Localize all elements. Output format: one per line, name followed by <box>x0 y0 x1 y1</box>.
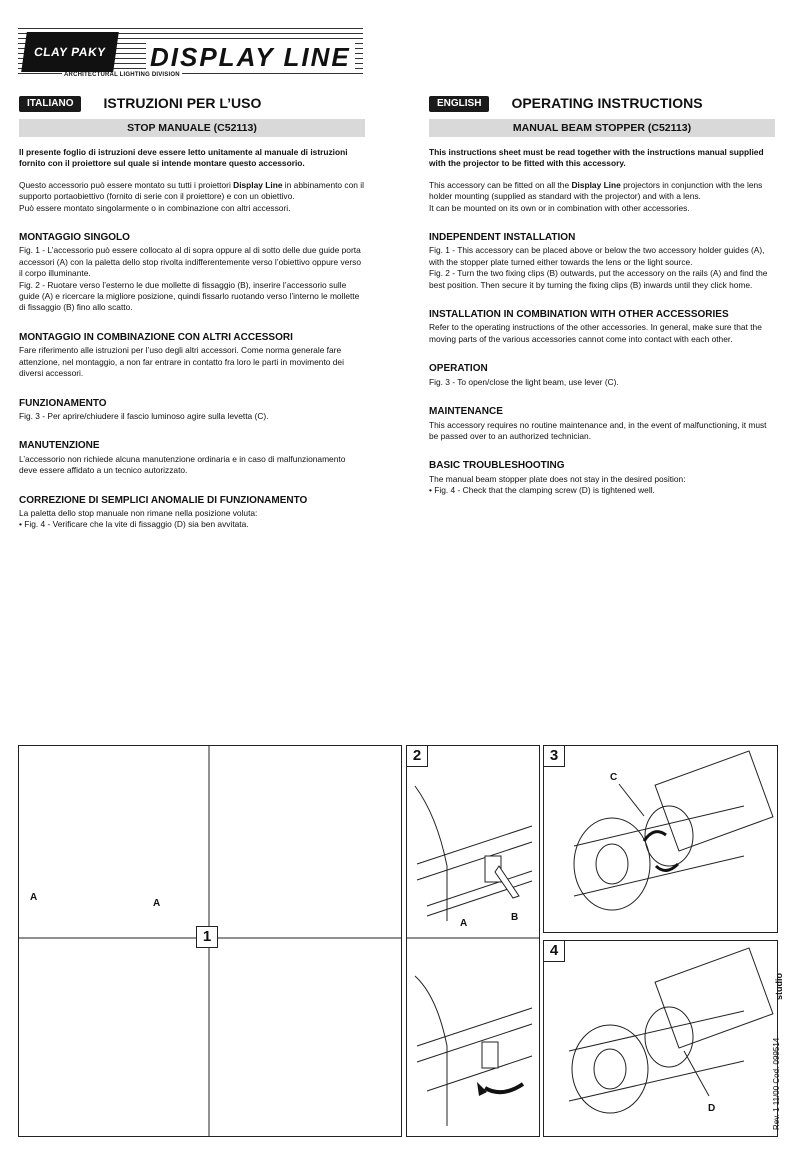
brand-logo <box>21 32 119 72</box>
text-span: It can be mounted on its own or in combination with other accessories. <box>429 202 690 213</box>
text-span: projectors in conjunction with the lens holder mounting (supplied as standard with the projector) and with a lens. <box>429 179 763 202</box>
figure-2-illustration <box>407 746 539 1136</box>
heading-montaggio-combinazione: MONTAGGIO IN COMBINAZIONE CON ALTRI ACCESSORI <box>19 331 293 343</box>
figure-number-1: 1 <box>196 926 218 948</box>
body-text: La paletta dello stop manuale non rimane nella posizione voluta: <box>19 507 258 518</box>
division-subtitle: ARCHITECTURAL LIGHTING DIVISION <box>64 72 180 78</box>
heading-manutenzione: MANUTENZIONE <box>19 440 100 452</box>
italian-column <box>19 95 365 531</box>
heading-basic-troubleshooting: BASIC TROUBLESHOOTING <box>429 460 565 472</box>
heading-maintenance: MAINTENANCE <box>429 406 503 418</box>
body-text: Fig. 3 - To open/close the light beam, use lever (C). <box>429 376 619 387</box>
label-a: A <box>30 892 38 903</box>
label-a: A <box>153 898 161 909</box>
section-heading: ISTRUZIONI PER L’USO <box>103 95 262 112</box>
heading-correzione: CORREZIONE DI SEMPLICI ANOMALIE DI FUNZIONAMENTO <box>19 494 308 506</box>
product-bar: MANUAL BEAM STOPPER (C52113) <box>429 119 775 137</box>
body-text: Fig. 1 - This accessory can be placed above or below the two accessory holder guides (A), with the stopper plate turned either towards the lens or the light source. <box>429 245 765 267</box>
figure-number-3: 3 <box>543 745 565 767</box>
language-badge-english: ENGLISH <box>429 96 489 111</box>
product-bar: STOP MANUALE (C52113) <box>19 119 365 137</box>
heading-operation: OPERATION <box>429 363 488 375</box>
body-text: • Fig. 4 - Verificare che la vite di fissaggio (D) sia ben avvitata. <box>19 519 249 530</box>
label-a: A <box>460 918 468 929</box>
body-text: Fig. 2 - Turn the two fixing clips (B) outwards, put the accessory on the rails (A) and find the best position. Then secure it by turning the fixing clips (B) inwards until they click home. <box>429 268 768 290</box>
text-span: Può essere montato singolarmente o in combinazione con altri accessori. <box>19 202 291 213</box>
figure-4-illustration <box>544 941 777 1136</box>
english-column <box>429 95 775 497</box>
label-d: D <box>708 1103 716 1114</box>
body-text: The manual beam stopper plate does not stay in the desired position: <box>429 473 686 484</box>
heading-funzionamento: FUNZIONAMENTO <box>19 397 107 409</box>
figure-4-panel <box>543 940 778 1137</box>
figure-2-panel <box>406 745 540 1137</box>
body-text: Fig. 1 - L’accessorio può essere collocato al di sopra oppure al di sotto delle due guide porta accessori (A) con la paletta dello stop rivolta indifferentemente verso l’obiettivo oppure verso il corpo illuminante. <box>19 245 362 279</box>
figure-number-2: 2 <box>406 745 428 767</box>
description-paragraph <box>429 180 775 214</box>
body-text: Fig. 2 - Ruotare verso l’esterno le due mollette di fissaggio (B), inserire l’accessorio sulle guide (A) e ricercare la migliore posizione, quindi fissarlo ruotando verso l’interno le mollette di fissaggio (B) fino allo scatto. <box>19 279 360 313</box>
body-text: This accessory requires no routine maintenance and, in the event of malfunctioning, it must be passed over to an authorized technician. <box>429 419 767 441</box>
heading-installation-combination: INSTALLATION IN COMBINATION WITH OTHER ACCESSORIES <box>429 309 729 321</box>
text-span: This accessory can be fitted on all the <box>429 179 572 190</box>
revision-code: Rev. 1 11/00 Cod. 099514 <box>772 1037 781 1130</box>
text-span: in abbinamento con il supporto portaobiettivo (fornito di serie con il proiettore) e con un obiettivo. <box>19 179 364 202</box>
body-text: Fare riferimento alle istruzioni per l’uso degli altri accessori. Come norma generale fare attenzione, nel montaggio, a non far entrare in contatto fra loro le parti in movimento dei diversi accessori. <box>19 345 344 379</box>
heading-montaggio-singolo: MONTAGGIO SINGOLO <box>19 232 130 244</box>
studio-mark: studio <box>774 973 784 1000</box>
section-heading: OPERATING INSTRUCTIONS <box>511 95 703 112</box>
body-text: Refer to the operating instructions of the other accessories. In general, make sure that the moving parts of the various accessories cannot come into contact with each other. <box>429 322 762 344</box>
intro-paragraph: Il presente foglio di istruzioni deve essere letto unitamente al manuale di istruzioni fornito con il proiettore sul quale si intende montare questo accessorio. <box>19 147 348 169</box>
logo-text: CLAY PAKY <box>33 45 107 59</box>
heading-independent-installation: INDEPENDENT INSTALLATION <box>429 232 576 244</box>
body-text: L’accessorio non richiede alcuna manutenzione ordinaria e in caso di malfunzionamento deve essere affidato a un tecnico autorizzato. <box>19 453 346 476</box>
figure-3-illustration <box>544 746 777 932</box>
product-line-name: Display Line <box>233 179 283 190</box>
body-text: Fig. 3 - Per aprire/chiudere il fascio luminoso agire sulla levetta (C). <box>19 410 269 421</box>
label-b: B <box>511 912 519 923</box>
document-title: DISPLAY LINE <box>146 42 355 73</box>
body-text: • Fig. 4 - Check that the clamping screw (D) is tightened well. <box>429 485 655 496</box>
figure-3-panel <box>543 745 778 933</box>
description-paragraph <box>19 180 365 214</box>
product-line-name: Display Line <box>571 179 621 190</box>
language-badge-italiano: ITALIANO <box>19 96 81 111</box>
label-c: C <box>610 772 618 783</box>
figure-number-4: 4 <box>543 940 565 962</box>
intro-paragraph: This instructions sheet must be read together with the instructions manual supplied with the projector to be fitted with this accessory. <box>429 147 764 169</box>
text-span: Questo accessorio può essere montato su tutti i proiettori <box>19 179 234 190</box>
